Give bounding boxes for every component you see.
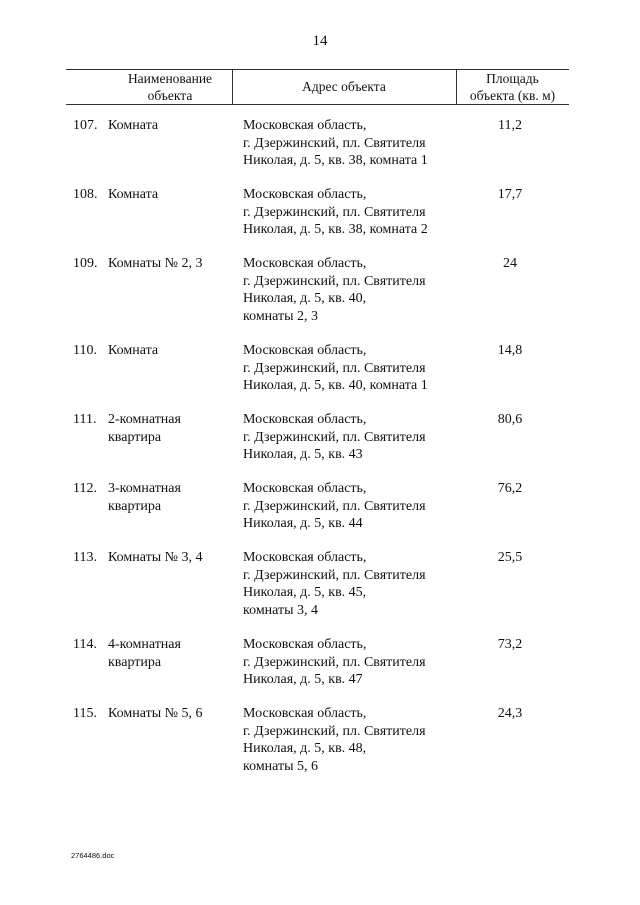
header-area-line: объекта (кв. м) (469, 88, 556, 103)
row-object-area: 73,2 (497, 637, 523, 652)
row-number: 111. (73, 412, 97, 427)
address-line: Николая, д. 5, кв. 47 (243, 672, 363, 687)
object-name-line: Комната (108, 343, 159, 358)
table-row (0, 186, 640, 255)
address-line: комнаты 2, 3 (243, 308, 319, 324)
address-line: Николая, д. 5, кв. 38, комната 2 (243, 222, 428, 237)
address-line: комнаты 5, 6 (243, 758, 319, 774)
address-line: Московская область, (243, 481, 367, 496)
row-object-area: 24,3 (497, 706, 523, 721)
row-object-name (108, 549, 238, 567)
row-object-name (108, 411, 238, 446)
address-line: г. Дзержинский, пл. Святителя (243, 429, 426, 445)
row-object-address (243, 705, 463, 775)
address-line: Московская область, (243, 412, 367, 427)
row-number: 109. (73, 256, 98, 271)
row-number: 108. (73, 187, 98, 202)
object-name-line: 2-комнатная (108, 412, 181, 427)
header-area (456, 70, 569, 104)
table-row (0, 480, 640, 549)
address-line: Московская область, (243, 706, 367, 721)
row-object-name (108, 186, 238, 204)
row-number: 107. (73, 118, 98, 133)
table-body (0, 117, 640, 792)
row-object-name (108, 480, 238, 515)
object-name-line: квартира (108, 429, 162, 445)
row-object-area: 17,7 (497, 187, 523, 202)
row-object-address (243, 480, 463, 533)
address-line: комнаты 3, 4 (243, 602, 319, 618)
object-name-line: 4-комнатная (108, 637, 181, 652)
address-line: г. Дзержинский, пл. Святителя (243, 498, 426, 514)
row-object-area: 11,2 (498, 118, 522, 133)
address-line: Московская область, (243, 118, 367, 133)
row-object-address (243, 186, 463, 239)
table-row (0, 636, 640, 705)
object-name-line: Комнаты № 2, 3 (108, 256, 203, 271)
address-line: г. Дзержинский, пл. Святителя (243, 360, 426, 376)
object-name-line: квартира (108, 654, 162, 670)
row-number: 115. (73, 706, 97, 721)
header-area-line: Площадь (486, 71, 539, 86)
row-number: 113. (73, 550, 97, 565)
row-object-address (243, 411, 463, 464)
table-row (0, 705, 640, 792)
address-line: Николая, д. 5, кв. 40, (243, 291, 367, 306)
address-line: г. Дзержинский, пл. Святителя (243, 567, 426, 583)
row-object-address (243, 549, 463, 619)
header-name-line: объекта (147, 88, 193, 103)
address-line: Московская область, (243, 343, 367, 358)
address-line: г. Дзержинский, пл. Святителя (243, 273, 426, 289)
row-object-address (243, 255, 463, 325)
table-row (0, 549, 640, 636)
table-row (0, 342, 640, 411)
address-line: Московская область, (243, 637, 367, 652)
header-name (108, 70, 232, 104)
row-object-name (108, 255, 238, 273)
address-line: Московская область, (243, 187, 367, 202)
row-number: 110. (73, 343, 97, 358)
address-line: Московская область, (243, 256, 367, 271)
table-row (0, 411, 640, 480)
address-line: Николая, д. 5, кв. 40, комната 1 (243, 378, 428, 393)
row-object-address (243, 342, 463, 395)
address-line: Николая, д. 5, кв. 44 (243, 516, 363, 531)
row-object-area: 25,5 (497, 550, 523, 565)
row-object-address (243, 117, 463, 170)
address-line: Николая, д. 5, кв. 38, комната 1 (243, 153, 428, 168)
row-object-area: 14,8 (497, 343, 523, 358)
row-object-name (108, 342, 238, 360)
address-line: г. Дзержинский, пл. Святителя (243, 723, 426, 739)
address-line: Николая, д. 5, кв. 43 (243, 447, 363, 462)
row-object-name (108, 705, 238, 723)
address-line: г. Дзержинский, пл. Святителя (243, 654, 426, 670)
row-object-area: 24 (503, 256, 517, 271)
object-name-line: Комнаты № 5, 6 (108, 706, 203, 721)
address-line: Московская область, (243, 550, 367, 565)
header-address-label: Адрес объекта (302, 79, 386, 94)
page-number: 14 (312, 33, 328, 49)
object-name-line: квартира (108, 498, 162, 514)
row-object-name (108, 117, 238, 135)
address-line: г. Дзержинский, пл. Святителя (243, 204, 426, 220)
row-object-address (243, 636, 463, 689)
row-number: 114. (73, 637, 97, 652)
row-object-name (108, 636, 238, 671)
address-line: Николая, д. 5, кв. 48, (243, 741, 367, 756)
header-address (232, 78, 456, 95)
table-row (0, 117, 640, 186)
table-row (0, 255, 640, 342)
row-object-area: 76,2 (497, 481, 523, 496)
object-name-line: Комната (108, 118, 159, 133)
header-bottom-rule (66, 104, 569, 105)
address-line: Николая, д. 5, кв. 45, (243, 585, 367, 600)
row-object-area: 80,6 (497, 412, 523, 427)
row-number: 112. (73, 481, 97, 496)
address-line: г. Дзержинский, пл. Святителя (243, 135, 426, 151)
object-name-line: Комната (108, 187, 159, 202)
header-name-line: Наименование (127, 71, 213, 86)
footer-file-name: 2764486.doc (71, 851, 115, 860)
object-name-line: 3-комнатная (108, 481, 181, 496)
object-name-line: Комнаты № 3, 4 (108, 550, 203, 565)
